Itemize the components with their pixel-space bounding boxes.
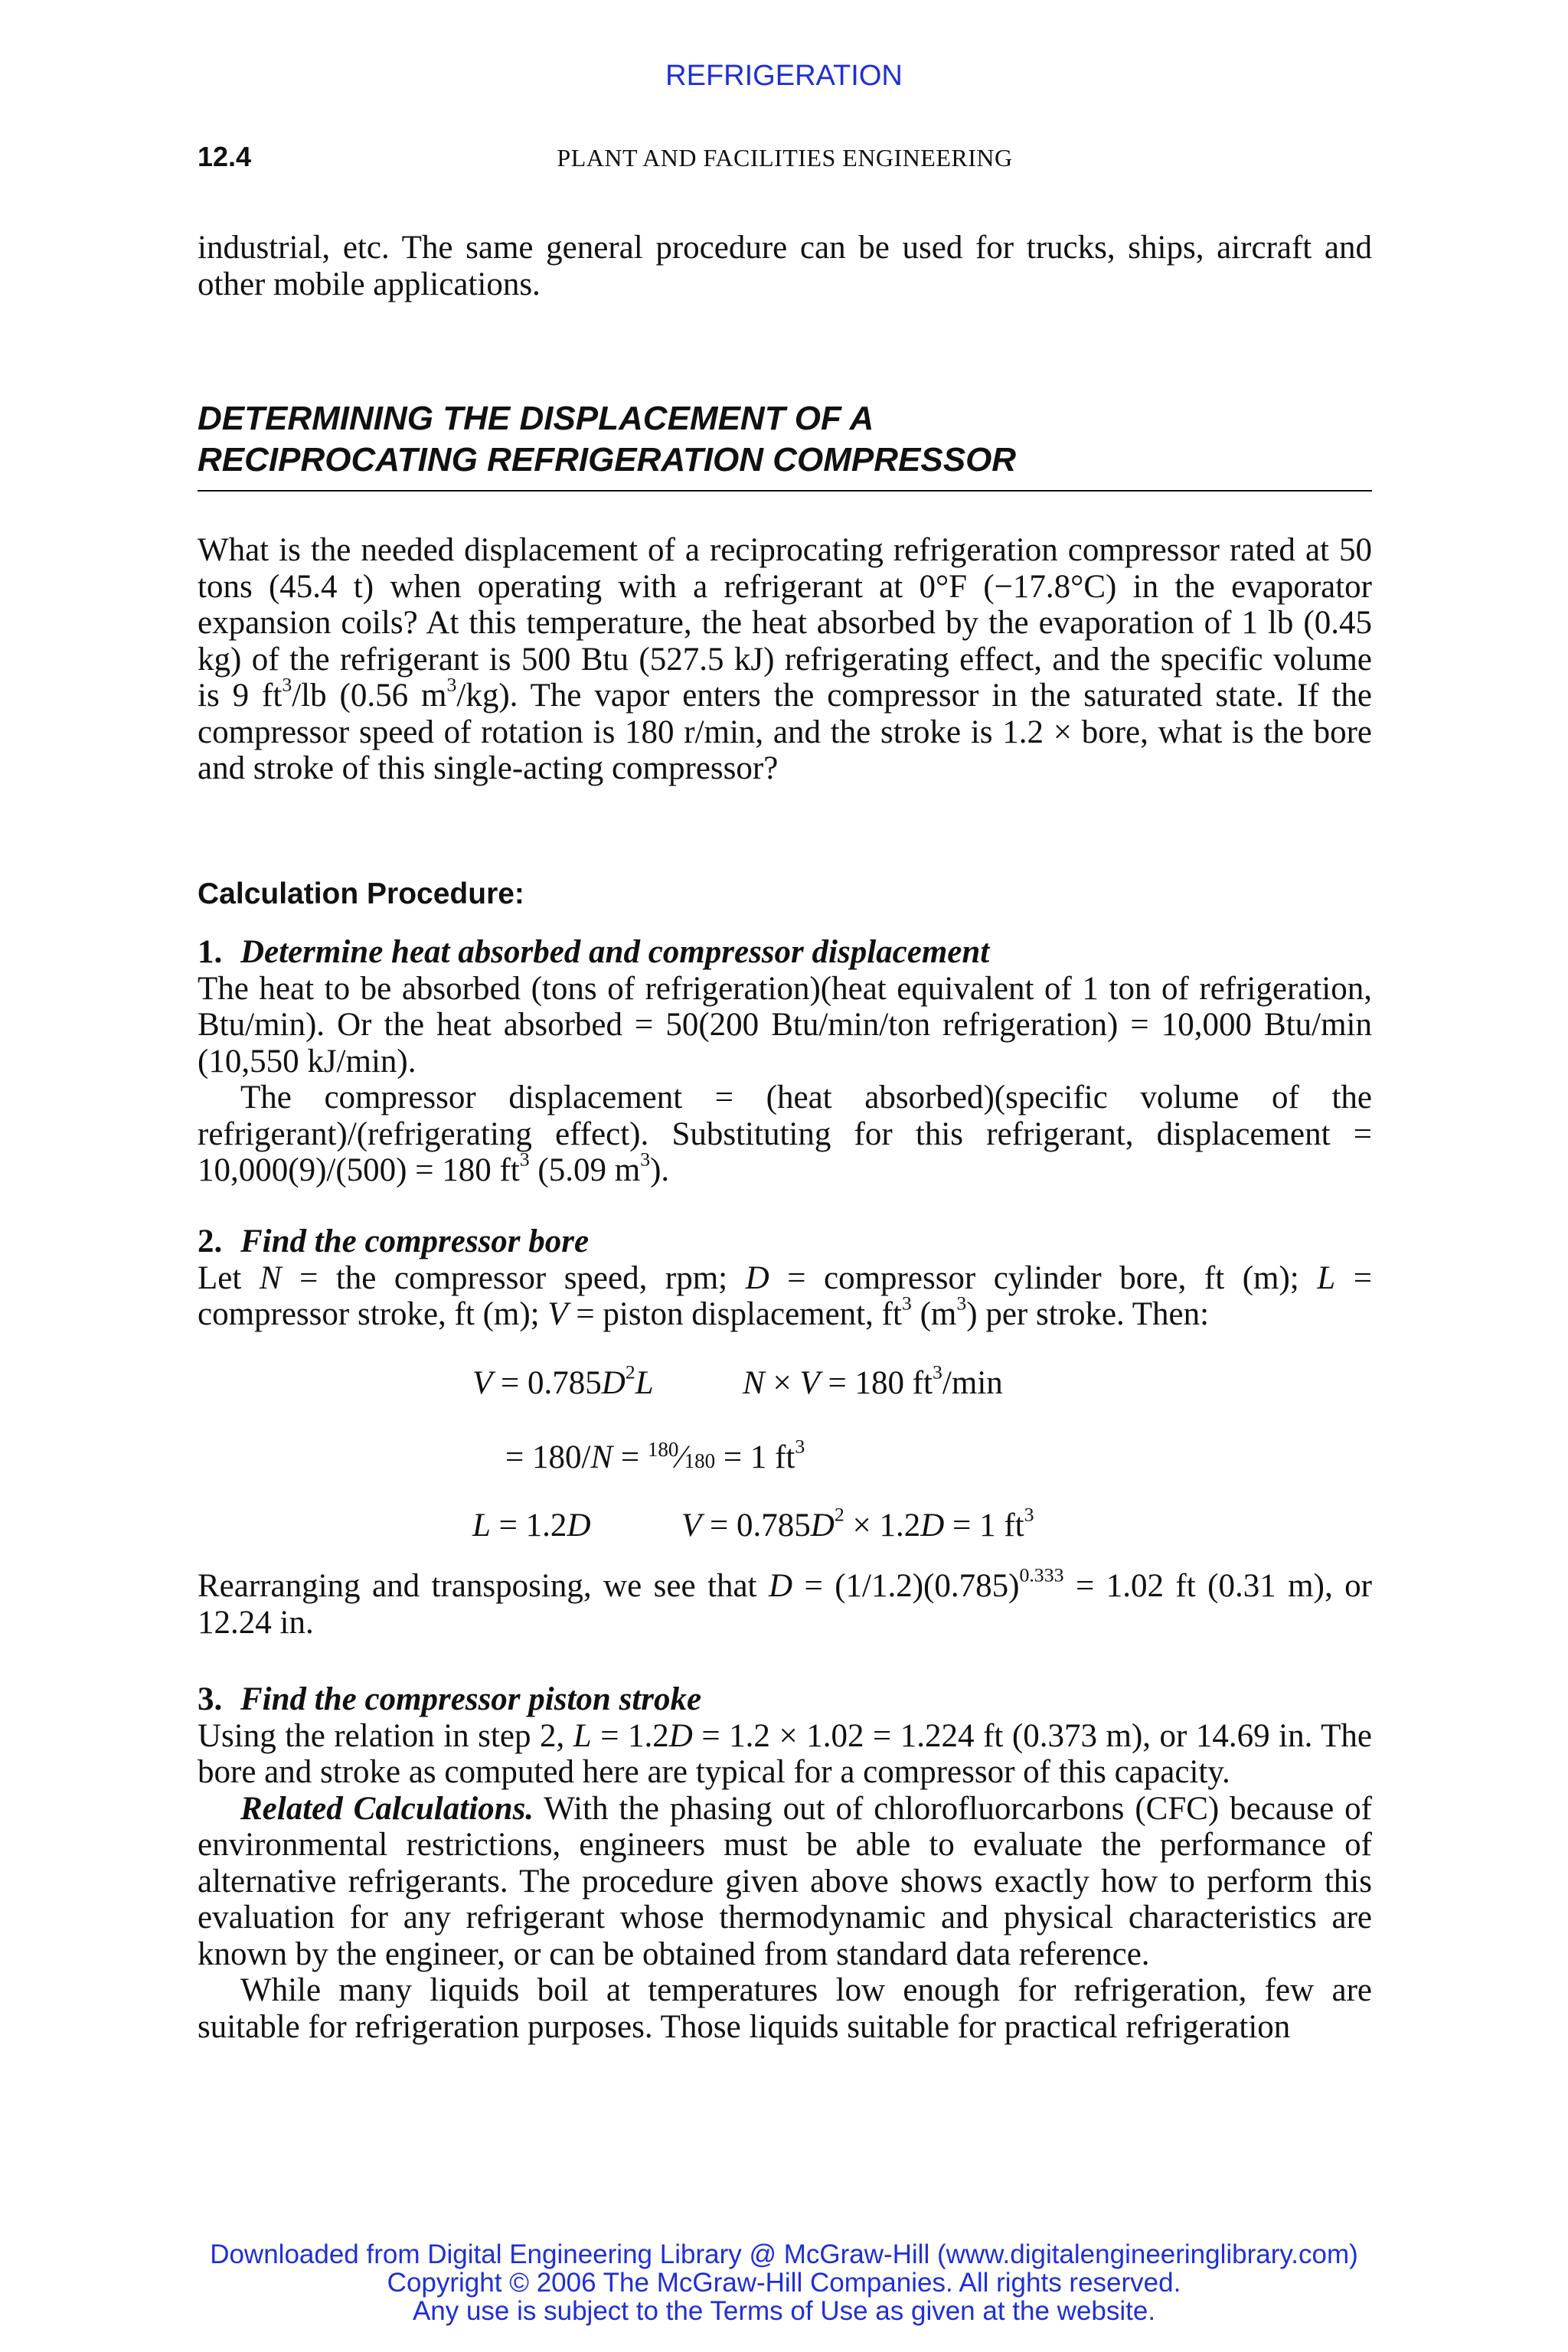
eq1-sup: 2	[625, 1361, 635, 1383]
step-3-text-c: = 1.2 × 1.02 = 1.224 ft (0.373 m), or 14.69 in. The bore and stroke as computed here are typical for a compressor of this capacity.	[198, 1717, 1372, 1790]
eq2-numerator: 180	[647, 1438, 679, 1461]
eq3r-d2: D	[920, 1508, 945, 1544]
var-d: D	[745, 1259, 769, 1296]
eq3-const: = 1.2	[490, 1508, 567, 1544]
eq2-eq: =	[612, 1439, 648, 1475]
step-2-title	[198, 1223, 1372, 1260]
section-heading-line-1: DETERMINING THE DISPLACEMENT OF A	[198, 400, 874, 437]
eq1r-n: N	[743, 1365, 765, 1401]
step-1-p2-text-a: The compressor displacement = (heat absorbed)(specific volume of the refrigerant)/(refrigerating effect). Substituting for this refrigerant, displacement = 10,000(9)/(500) = 180 ft	[198, 1080, 1372, 1188]
eq1r-unit: /min	[942, 1365, 1003, 1401]
equation-3-left	[472, 1507, 591, 1544]
footer-terms-line[interactable]: Any use is subject to the Terms of Use as given at the website.	[412, 2296, 1156, 2326]
equation-1-right	[743, 1361, 1003, 1402]
problem-sup-1: 3	[282, 673, 292, 696]
running-head: PLANT AND FACILITIES ENGINEERING	[557, 144, 1013, 172]
equation-3-right	[681, 1503, 1034, 1544]
related-calculations-label: Related Calculations.	[240, 1790, 534, 1827]
step-1-paragraph-2	[198, 1080, 1372, 1189]
eq1r-v: V	[799, 1365, 820, 1401]
step-2-def-f: (m	[911, 1296, 957, 1332]
var-v: V	[547, 1296, 568, 1332]
eq2-result: = 1 ft	[715, 1439, 795, 1475]
step-3-title	[198, 1681, 1372, 1718]
step-2-def-a: Let	[198, 1259, 260, 1296]
step-2-def-e: = piston displacement, ft	[567, 1296, 902, 1332]
page-number: 12.4	[198, 141, 252, 172]
step-2-def-sup-2: 3	[956, 1292, 967, 1315]
eq3r-d: D	[810, 1508, 835, 1544]
eq1-v: V	[472, 1365, 493, 1401]
problem-sup-2: 3	[446, 673, 457, 696]
result-text-c: = 1.02 ft (0.31 m), or 12.24 in.	[198, 1568, 1372, 1641]
step-2-result-block	[198, 1563, 1372, 1641]
heading-rule	[198, 490, 1372, 492]
problem-text-3: /kg). The vapor enters the compressor in the saturated state. If the compressor speed of rotation is 180 r/min, and the stroke is 1.2 × bore, what is the bore and stroke of this single-acting compressor?	[198, 678, 1372, 786]
step-2-def-g: ) per stroke. Then:	[966, 1296, 1210, 1332]
step-2-def-b: = the compressor speed, rpm;	[281, 1259, 746, 1296]
footer-download-line[interactable]: Downloaded from Digital Engineering Library @ McGraw-Hill (www.digitalengineeringlibrary.com)	[210, 2239, 1358, 2269]
section-heading	[198, 398, 1372, 481]
step-1-p2-sup-2: 3	[640, 1148, 651, 1171]
problem-statement	[198, 532, 1372, 787]
eq1-d: D	[601, 1365, 626, 1401]
var-l: L	[1317, 1259, 1336, 1296]
step-2-title-text: Find the compressor bore	[240, 1223, 590, 1259]
eq2-denominator: 180	[684, 1449, 716, 1472]
procedure-heading: Calculation Procedure:	[198, 877, 524, 910]
step-1-title-text: Determine heat absorbed and compressor displacement	[240, 934, 990, 970]
page-header	[198, 141, 1372, 178]
step-2	[198, 1223, 1372, 1333]
eq2-slash: ⁄	[678, 1439, 684, 1475]
intro-block	[198, 230, 1372, 302]
step-3-paragraph	[198, 1718, 1372, 1791]
eq1r-value: = 180 ft	[819, 1365, 933, 1401]
footer-copyright-line: Copyright © 2006 The McGraw-Hill Companies. All rights reserved.	[387, 2268, 1181, 2298]
step-2-def-c: = compressor cylinder bore, ft (m);	[769, 1259, 1318, 1296]
eq3-l: L	[472, 1508, 491, 1544]
eq3r-v: V	[681, 1508, 702, 1544]
var-n: N	[259, 1259, 282, 1296]
result-sup: 0.333	[1019, 1563, 1064, 1586]
eq1-l: L	[635, 1365, 654, 1401]
step-2-result	[198, 1563, 1372, 1641]
eq3-d: D	[567, 1508, 591, 1544]
closing-paragraph: While many liquids boil at temperatures low enough for refrigeration, few are suitable for refrigeration purposes. Those liquids suitable for practical refrigeration	[198, 1972, 1372, 2045]
step-2-def-d: = compressor stroke, ft (m);	[198, 1259, 1372, 1332]
step-2-number: 2.	[198, 1223, 223, 1259]
step-1-p2-sup-1: 3	[519, 1148, 530, 1171]
eq1r-sup: 3	[933, 1361, 942, 1383]
eq1-const: = 0.785	[492, 1365, 602, 1401]
equation-1-left	[472, 1361, 654, 1402]
step-1-title	[198, 934, 1372, 971]
eq3r-sup: 2	[834, 1503, 844, 1526]
eq3r-times: × 1.2	[844, 1508, 921, 1544]
step-2-def-sup-1: 3	[901, 1292, 912, 1315]
step-2-definitions	[198, 1260, 1372, 1333]
footer-notice	[0, 2240, 1568, 2325]
problem-text-2: /lb (0.56 m	[292, 678, 447, 714]
problem-block	[198, 532, 1372, 787]
step-3-l: L	[573, 1717, 592, 1754]
equation-2	[505, 1435, 805, 1476]
step-1-p2-text-c: ).	[650, 1152, 670, 1188]
step-3-text-b: = 1.2	[591, 1717, 669, 1754]
eq1r-times: ×	[764, 1365, 800, 1401]
eq3r-const: = 0.785	[701, 1508, 811, 1544]
result-text-b: = (1/1.2)(0.785)	[792, 1568, 1020, 1604]
eq2-n: N	[590, 1439, 613, 1475]
eq3r-result: = 1 ft	[944, 1508, 1024, 1544]
section-heading-line-2: RECIPROCATING REFRIGERATION COMPRESSOR	[198, 441, 1017, 479]
result-d: D	[768, 1568, 793, 1604]
step-1-p2-text-b: (5.09 m	[529, 1152, 641, 1188]
result-text-a: Rearranging and transposing, we see that	[198, 1568, 769, 1604]
step-3-d: D	[668, 1717, 693, 1754]
eq3r-sup-2: 3	[1024, 1503, 1034, 1526]
eq2-a: = 180/	[505, 1439, 591, 1475]
step-1	[198, 934, 1372, 1189]
chapter-running-title: REFRIGERATION	[665, 60, 903, 92]
step-1-number: 1.	[198, 934, 223, 970]
step-3-number: 3.	[198, 1681, 223, 1717]
related-calculations-text: With the phasing out of chlorofluorcarbons (CFC) because of environmental restrictions, engineers must be able to evaluate the performance of alternative refrigerants. The procedure given above shows exactly how to perform this evaluation for any refrigerant whose thermodynamic and physical characteristics are known by the engineer, or can be obtained from standard data reference.	[198, 1790, 1373, 1972]
related-calculations-paragraph	[198, 1791, 1372, 1973]
intro-paragraph: industrial, etc. The same general procedure can be used for trucks, ships, aircraft and other mobile applications.	[198, 230, 1372, 302]
eq2-sup: 3	[795, 1435, 805, 1458]
step-3-title-text: Find the compressor piston stroke	[240, 1681, 702, 1717]
step-3-text-a: Using the relation in step 2,	[198, 1717, 573, 1754]
step-3	[198, 1681, 1372, 2045]
step-1-paragraph-1: The heat to be absorbed (tons of refrigeration)(heat equivalent of 1 ton of refrigeration, Btu/min). Or the heat absorbed = 50(200 Btu/min/ton refrigeration) = 10,000 Btu/min (10,550 kJ/min).	[198, 970, 1372, 1080]
problem-text-1: What is the needed displacement of a reciprocating refrigeration compressor rated at 50 tons (45.4 t) when operating with a refrigerant at 0°F (−17.8°C) in the evaporator expansion coils? At this temperature, the heat absorbed by the evaporation of 1 lb (0.45 kg) of the refrigerant is 500 Btu (527.5 kJ) refrigerating effect, and the specific volume is 9 ft	[198, 532, 1372, 714]
